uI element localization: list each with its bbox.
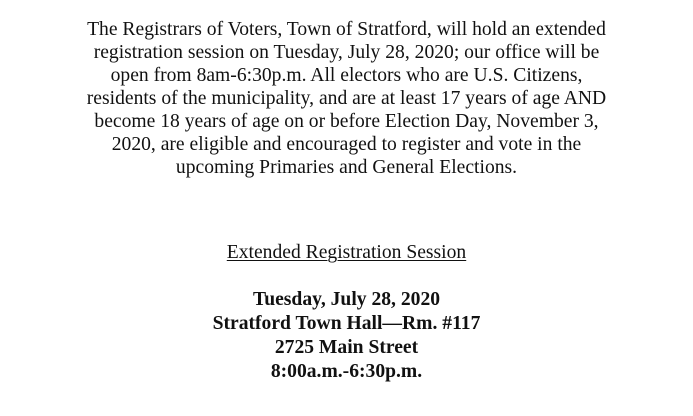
session-details	[0, 288, 693, 384]
notice-line: become 18 years of age on or before Election Day, November 3,	[94, 111, 599, 132]
registration-notice-paragraph	[40, 18, 653, 179]
session-hours: 8:00a.m.-6:30p.m.	[270, 361, 423, 382]
session-heading	[0, 241, 693, 265]
notice-line: The Registrars of Voters, Town of Stratford, will hold an extended	[87, 19, 606, 40]
notice-line: open from 8am-6:30p.m. All electors who are U.S. Citizens,	[110, 65, 583, 86]
session-heading-text: Extended Registration Session	[226, 242, 467, 263]
notice-line: residents of the municipality, and are at least 17 years of age AND	[86, 88, 607, 109]
notice-line: 2020, are eligible and encouraged to register and vote in the	[111, 134, 582, 155]
notice-line: registration session on Tuesday, July 28, 2020; our office will be	[93, 42, 600, 63]
notice-line: upcoming Primaries and General Elections.	[175, 157, 518, 178]
session-date: Tuesday, July 28, 2020	[252, 289, 441, 310]
session-location: Stratford Town Hall—Rm. #117	[212, 313, 481, 334]
session-address: 2725 Main Street	[274, 337, 419, 358]
